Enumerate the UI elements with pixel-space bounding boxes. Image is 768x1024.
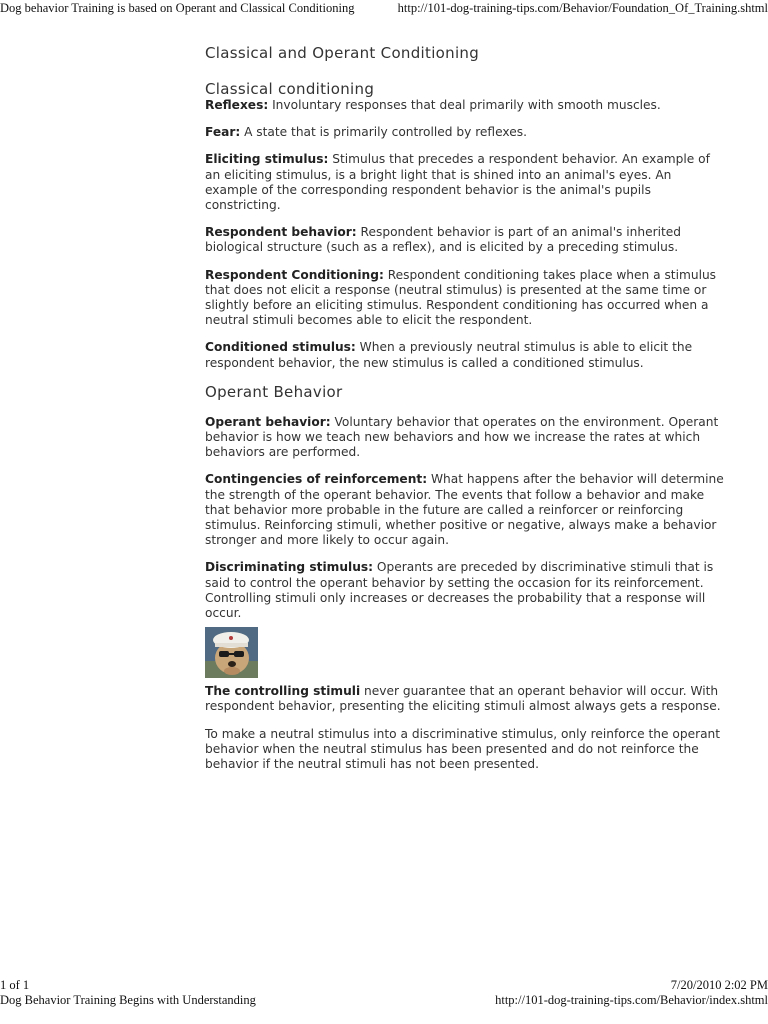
definition-text: What happens after the behavior will determine the strength of the operant behavior. The events that follow a behavior and make that behavior more probable in the future are called a reinforcer or reinforcing stimulus. Reinforcing stimuli, whether positive or negative, always make a behavior stronger and more likely to occur again. — [205, 472, 724, 548]
definition-text: Voluntary behavior that operates on the environment. Operant behavior is how we teach new behaviors and how we increase the rates at which behaviors are performed. — [205, 414, 719, 460]
definition-text: A state that is primarily controlled by reflexes. — [240, 125, 527, 140]
paragraph-text: never guarantee that an operant behavior will occur. With respondent behavior, presenting the eliciting stimuli almost always gets a response. — [205, 684, 721, 714]
definition-text: Involuntary responses that deal primarily with smooth muscles. — [268, 98, 661, 112]
footer-link-title[interactable]: Dog Behavior Training Begins with Understanding — [0, 993, 256, 1007]
definition-text: Respondent behavior is part of an animal's inherited biological structure (such as a reflex), and is elicited by a preceding stimulus. — [205, 225, 682, 255]
definition-operant-behavior — [205, 415, 725, 461]
print-header-url[interactable]: http://101-dog-training-tips.com/Behavior/Foundation_Of_Training.shtml — [397, 1, 768, 15]
term: Eliciting stimulus: — [205, 152, 329, 167]
section-heading-operant: Operant Behavior — [205, 382, 343, 401]
definition-contingencies — [205, 472, 725, 548]
definition-text: Operants are preceded by discriminative stimuli that is said to control the operant behavior by setting the occasion for its reinforcement. Controlling stimuli only increases or decreases the probability that a response will occur. — [205, 560, 714, 621]
definition-text: When a previously neutral stimulus is able to elicit the respondent behavior, the new stimulus is called a conditioned stimulus. — [205, 340, 693, 370]
dog-photo — [205, 627, 258, 678]
definition-eliciting-stimulus — [205, 152, 725, 213]
article — [205, 44, 725, 784]
definition-fear — [205, 125, 725, 140]
definition-text: Stimulus that precedes a respondent behavior. An example of an eliciting stimulus, is a bright light that is shined into an animal's eyes. An example of the corresponding respondent behavior is the animal's pupils constricting. — [205, 152, 710, 213]
term: The controlling stimuli — [205, 684, 361, 699]
definition-text: Respondent conditioning takes place when a stimulus that does not elicit a response (neutral stimulus) is presented at the same time or slightly before an eliciting stimulus. Respondent conditioning has occurred when a neutral stimuli becomes able to elicit the respondent. — [205, 267, 717, 328]
controlling-stimuli-paragraph — [205, 684, 725, 714]
definition-respondent-conditioning — [205, 268, 725, 329]
term: Contingencies of reinforcement: — [205, 472, 428, 487]
section-heading-classical: Classical conditioning — [205, 80, 375, 98]
definition-conditioned-stimulus — [205, 340, 725, 370]
article-title: Classical and Operant Conditioning — [205, 44, 480, 62]
print-header-title: Dog behavior Training is based on Operant and Classical Conditioning — [0, 1, 355, 15]
term: Reflexes: — [205, 98, 269, 112]
final-paragraph: To make a neutral stimulus into a discriminative stimulus, only reinforce the operant behavior when the neutral stimulus has been presented and do not reinforce the behavior if the neutral stimuli has not been presented. — [205, 726, 721, 772]
term: Discriminating stimulus: — [205, 560, 374, 575]
print-footer — [0, 978, 768, 1018]
definition-reflexes — [205, 98, 725, 113]
term: Operant behavior: — [205, 414, 331, 429]
term: Conditioned stimulus: — [205, 340, 356, 355]
print-header — [0, 0, 768, 18]
term: Fear: — [205, 125, 241, 140]
definition-discriminating-stimulus — [205, 560, 725, 621]
term: Respondent Conditioning: — [205, 267, 384, 282]
footer-link-url[interactable]: http://101-dog-training-tips.com/Behavior/index.shtml — [495, 993, 768, 1007]
term: Respondent behavior: — [205, 225, 357, 240]
print-datetime: 7/20/2010 2:02 PM — [670, 978, 768, 992]
definition-respondent-behavior — [205, 225, 725, 255]
page-count: 1 of 1 — [0, 978, 30, 992]
